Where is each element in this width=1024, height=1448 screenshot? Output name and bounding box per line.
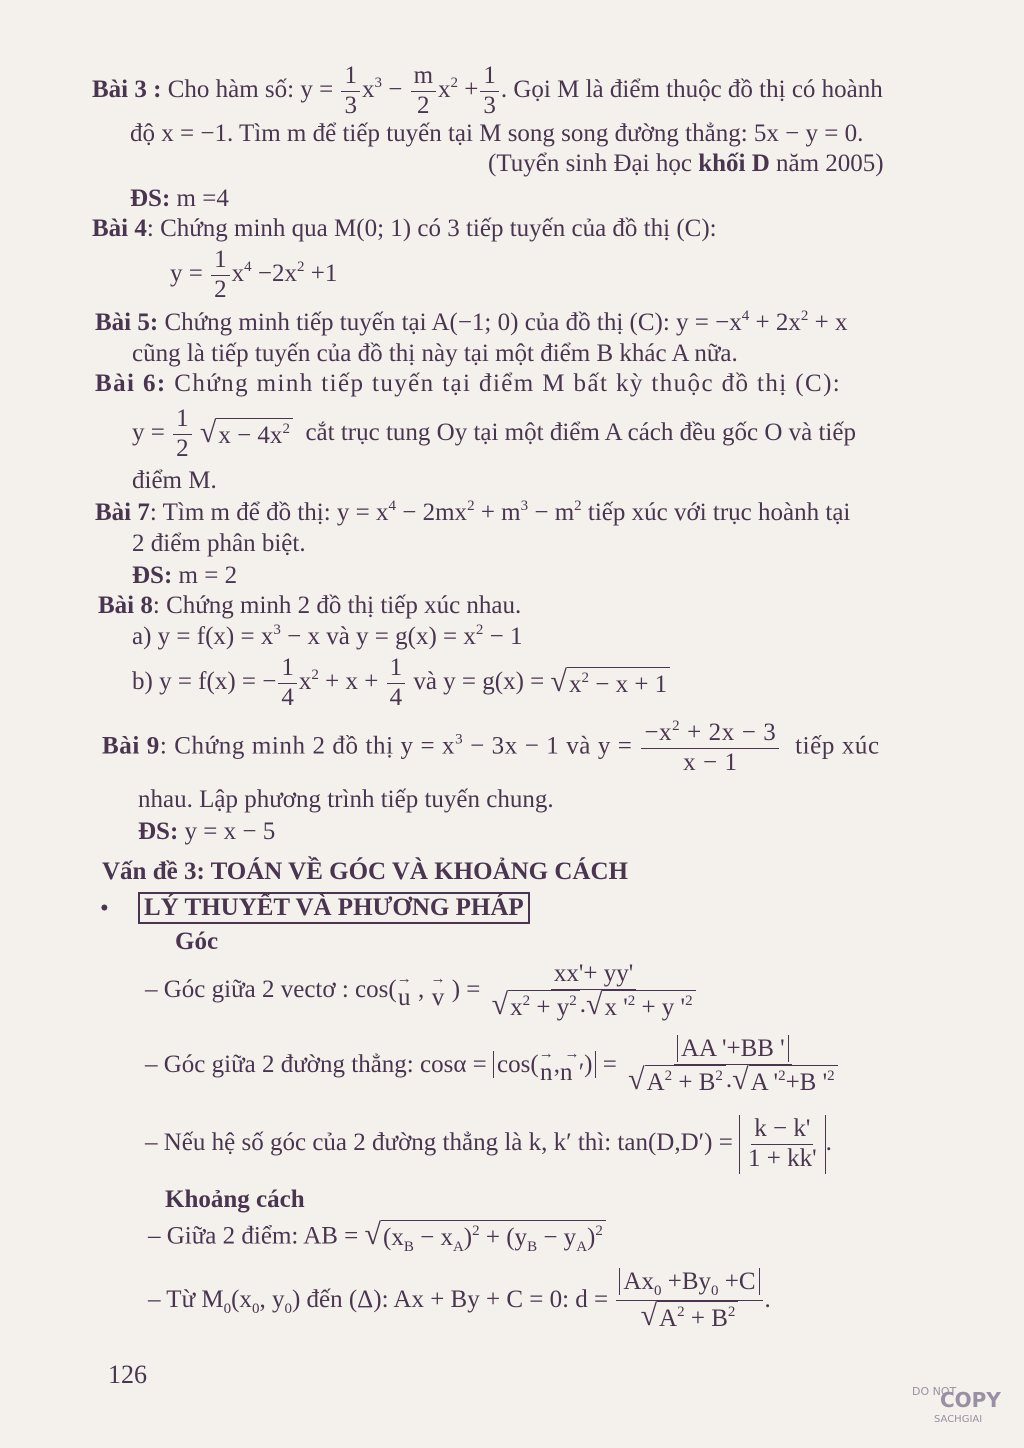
bai8-line1: Bài 8: Chứng minh 2 đồ thị tiếp xúc nhau. (98, 592, 522, 619)
bai3-line1: Bài 3 : Cho hàm số: y = $\frac{1}{3}$ $x^3$ − $\frac{m}{2}$ $x^2$ + $\frac{1}{3}$ . Gọi M là điểm thuộc đồ thị có hoành (92, 62, 883, 119)
bai9-line2: nhau. Lập phương trình tiếp tuyến chung. (138, 786, 554, 813)
theory-box: LÝ THUYẾT VÀ PHƯƠNG PHÁP (138, 892, 530, 924)
bai3-frac1: $\frac{1}{3}$ (341, 62, 360, 121)
bai3-intro: Cho hàm số: y = (167, 75, 334, 103)
bai3-line2: độ x = −1. Tìm m để tiếp tuyến tại M song song đường thẳng: 5x − y = 0. (130, 120, 864, 147)
bai3-source: (Tuyển sinh Đại học khối D năm 2005) (488, 150, 884, 177)
bai3-answer: ĐS: m =4 (130, 185, 229, 212)
page-number: 126 (108, 1360, 147, 1389)
bai6-formula: y = $\frac{1}{2}$ √ $x - 4x^2$ cắt trục tung Oy tại một điểm A cách đều gốc O và tiếp (132, 405, 856, 462)
distance-points-formula: – Giữa 2 điểm: AB = √ $(x_B - x_A)^2 + (y_B - y_A)^2$ (148, 1220, 606, 1256)
section-heading: Vấn đề 3: TOÁN VỀ GÓC VÀ KHOẢNG CÁCH (102, 858, 628, 885)
bai3-label: Bài 3 : (92, 75, 162, 103)
goc-slope-formula: – Nếu hệ số góc của 2 đường thẳng là k, k′ thì: tan(D,D′) = $\frac{k - k'}{1 + kk'}$ . (145, 1115, 832, 1172)
khoang-cach-heading: Khoảng cách (165, 1186, 305, 1213)
bai6-line3: điểm M. (132, 467, 217, 494)
bai9-line1: Bài 9: Chứng minh 2 đồ thị $y = x^3 - 3x - 1$ và y = $\frac{-x^2 + 2x - 3}{x - 1}$ tiếp xúc (102, 718, 880, 776)
copy-watermark-logo: DO NOT COPY SACHGIAI (912, 1385, 1001, 1425)
bai7-answer: ĐS: m = 2 (132, 562, 238, 589)
goc-line-formula: – Góc giữa 2 đường thẳng: cosα = cos( → n , → n ′ ) = AA '+BB ' √ $A^2 + B^2$ . √ A '$^2+B$ '$^2$ (145, 1035, 843, 1098)
bai3-rest: . Gọi M là điểm thuộc đồ thị có hoành (500, 75, 883, 103)
bai7-line2: 2 điểm phân biệt. (132, 530, 306, 557)
bai5-line2: cũng là tiếp tuyến của đồ thị này tại một điểm B khác A nữa. (132, 340, 738, 367)
bai9-answer: ĐS: y = x − 5 (138, 818, 276, 845)
bai7-line1: Bài 7: Tìm m để đồ thị: $y = x^4 - 2mx^2 + m^3 - m^2$ tiếp xúc với trục hoành tại (95, 498, 851, 526)
bai6-line1: Bài 6: Chứng minh tiếp tuyến tại điểm M bất kỳ thuộc đồ thị (C): (95, 370, 842, 397)
goc-heading: Góc (175, 928, 219, 955)
bai3-frac3: $\frac{1}{3}$ (480, 62, 499, 121)
bai8-b: b) y = f(x) = − $\frac{1}{4}$ $x^2 + x$ + $\frac{1}{4}$ và y = g(x) = √ $x^2 - x + 1$ (132, 654, 670, 713)
goc-vector-formula: – Góc giữa 2 vectơ : cos( → u , → v ) = xx'+ yy' √ $x^2 + y^2$ . √ x '$^2 + y$ '$^2$ (145, 960, 701, 1023)
distance-line-formula: – Từ $M_0(x_0$, $y_0$) đến (Δ): Ax + By + C = 0: d = $Ax_0 +By_0 +C$ √ $A^2 + B^2$ . (148, 1268, 771, 1333)
bai4-line1: Bài 4: Chứng minh qua M(0; 1) có 3 tiếp tuyến của đồ thị (C): (92, 215, 717, 242)
section-bullet: • (100, 895, 109, 922)
bai4-formula: y = $\frac{1}{2}$ $x^4 -2x^2 +1$ (170, 246, 338, 303)
bai5-line1: Bài 5: Chứng minh tiếp tuyến tại A(−1; 0) của đồ thị (C): $y = -x^4 + 2x^2 + x$ (95, 308, 848, 336)
bai3-frac2: $\frac{m}{2}$ (411, 62, 436, 121)
bai8-a: a) $y = f(x) = x^3 - x$ và $y = g(x) = x^2 - 1$ (132, 622, 523, 650)
